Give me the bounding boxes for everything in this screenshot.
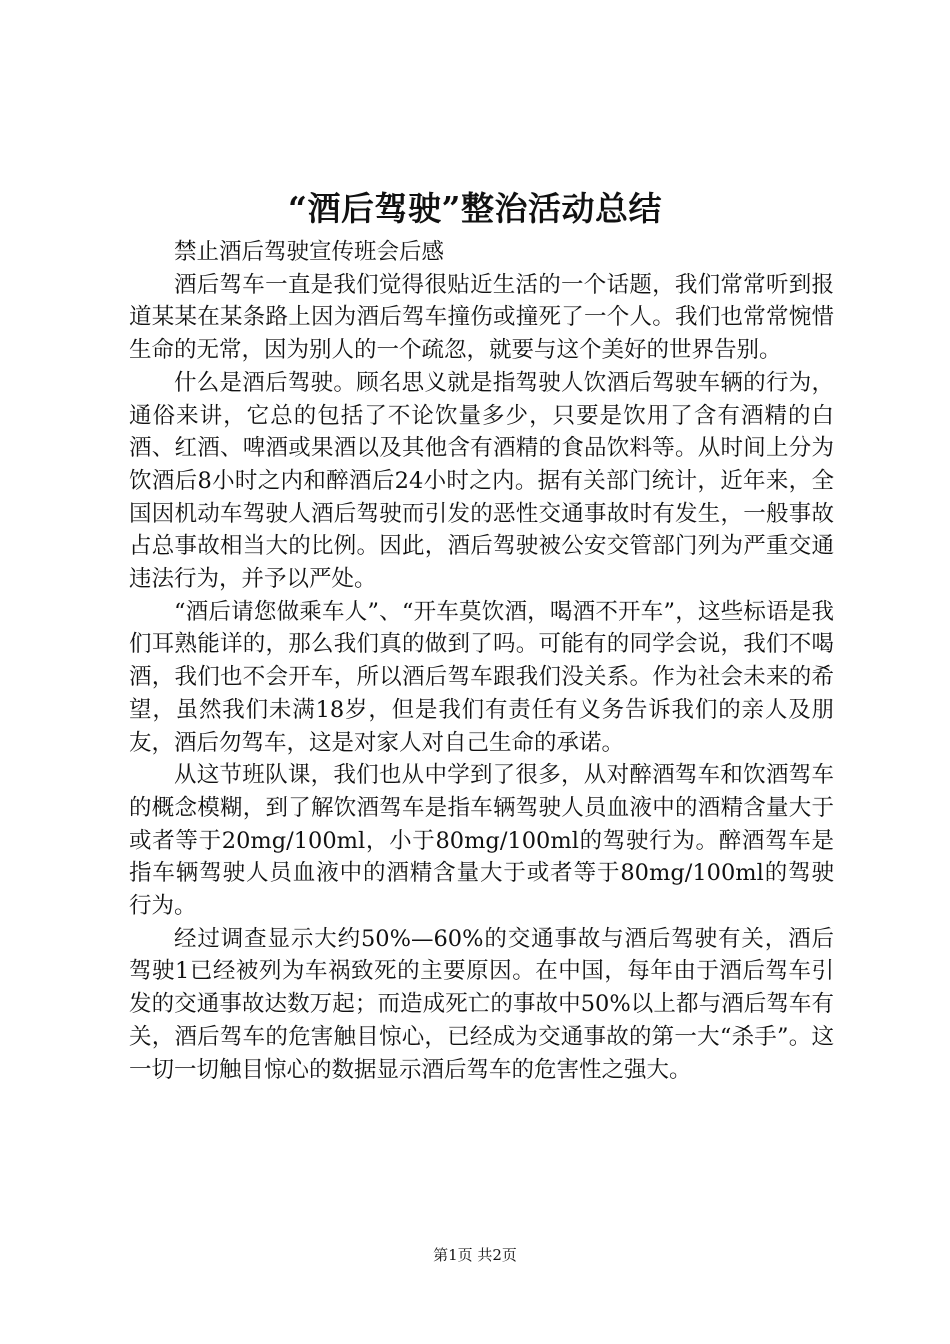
paragraph: 什么是酒后驾驶。顾名思义就是指驾驶人饮酒后驾驶车辆的行为，通俗来讲，它总的包括了不论饮量多少，只要是饮用了含有酒精的白酒、红酒、啤酒或果酒以及其他含有酒精的食品饮料等。从时间上分为饮酒后8小时之内和醉酒后24小时之内。据有关部门统计，近年来，全国因机动车驾驶人酒后驾驶而引发的恶性交通事故时有发生，一般事故占总事故相当大的比例。因此，酒后驾驶被公安交管部门列为严重交通违法行为，并予以严处。 xyxy=(129,369,834,593)
document-title: “酒后驾驶”整治活动总结 xyxy=(288,189,662,228)
paragraph: 经过调查显示大约50%—60%的交通事故与酒后驾驶有关，酒后驾驶1已经被列为车祸致死的主要原因。在中国，每年由于酒后驾车引发的交通事故达数万起；而造成死亡的事故中50%以上都与酒后驾车有关，酒后驾车的危害触目惊心，已经成为交通事故的第一大“杀手”。这一切一切触目惊心的数据显示酒后驾车的危害性之强大。 xyxy=(129,925,834,1083)
paragraph-subtitle: 禁止酒后驾驶宣传班会后感 xyxy=(174,239,445,265)
paragraph: “酒后请您做乘车人”、“开车莫饮酒，喝酒不开车”，这些标语是我们耳熟能详的，那么我们真的做到了吗。可能有的同学会说，我们不喝酒，我们也不会开车，所以酒后驾车跟我们没关系。作为社会未来的希望，虽然我们未满18岁，但是我们有责任有义务告诉我们的亲人及朋友，酒后勿驾车，这是对家人对自己生命的承诺。 xyxy=(129,598,834,756)
paragraph: 从这节班队课，我们也从中学到了很多，从对醉酒驾车和饮酒驾车的概念模糊，到了解饮酒驾车是指车辆驾驶人员血液中的酒精含量大于或者等于20mg/100ml，小于80mg/100ml的驾驶行为。醉酒驾车是指车辆驾驶人员血液中的酒精含量大于或者等于80mg/100ml的驾驶行为。 xyxy=(129,762,834,920)
paragraph: 酒后驾车一直是我们觉得很贴近生活的一个话题，我们常常听到报道某某在某条路上因为酒后驾车撞伤或撞死了一个人。我们也常常惋惜生命的无常，因为别人的一个疏忽，就要与这个美好的世界告别。 xyxy=(129,271,834,364)
page-number-footer: 第1页 共2页 xyxy=(433,1246,517,1264)
document-body xyxy=(129,236,834,1086)
